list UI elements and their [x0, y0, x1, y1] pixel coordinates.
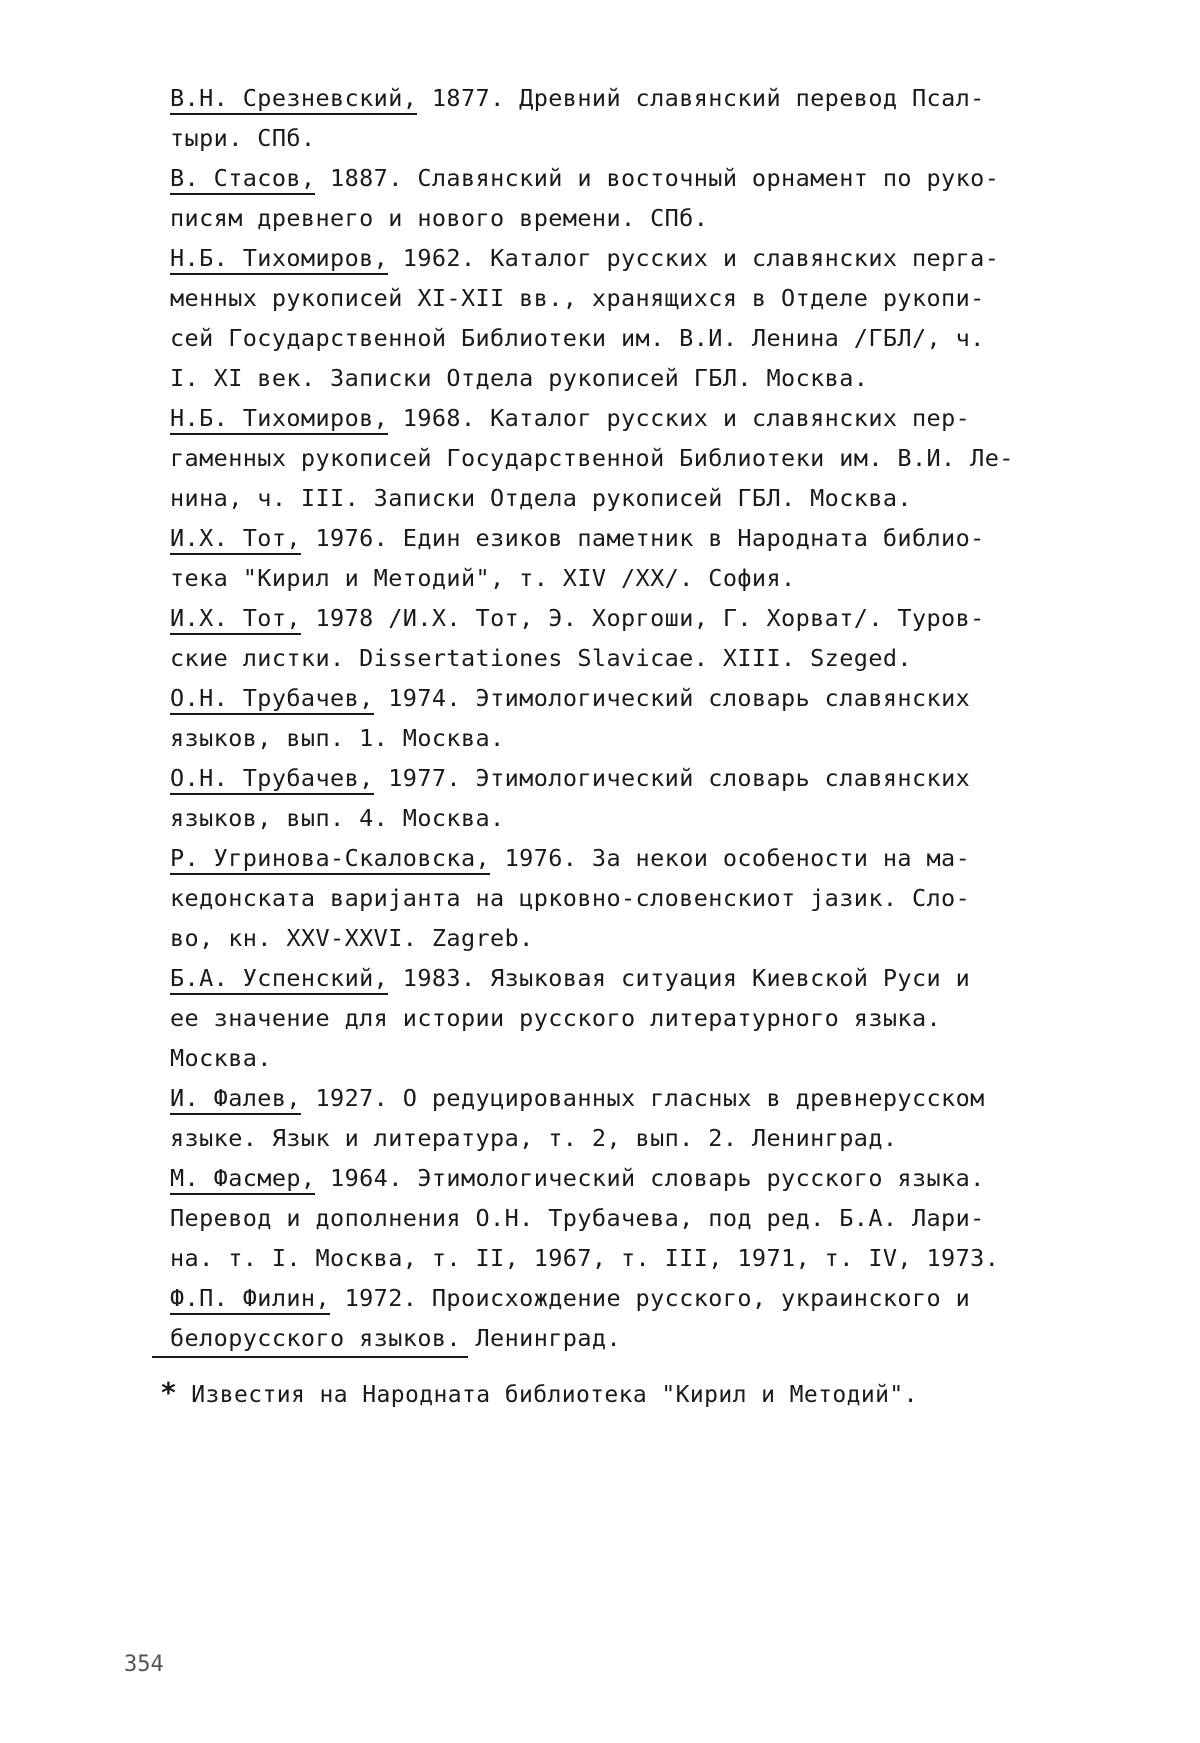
- entry-text: 1962. Каталог русских и славянских перга-: [388, 244, 1000, 272]
- entry-continuation: гаменных рукописей Государственной Библиотеки им. В.И. Ле- нина, ч. III. Записки Отдела рукописей ГБЛ. Москва.: [170, 444, 1014, 512]
- page-number: 354: [124, 1652, 164, 1677]
- entry-text: 1974. Этимологический словарь славянских: [373, 684, 971, 712]
- entry-continuation: ские листки. Dissertationes Slavicae. XIII. Szeged.: [170, 644, 912, 672]
- bibliography-entry: [170, 398, 1070, 518]
- entry-author: В.Н. Срезневский,: [170, 83, 417, 115]
- footnote-divider: [152, 1356, 468, 1358]
- footnote-asterisk: *: [160, 1376, 178, 1409]
- entry-continuation: ее значение для истории русского литературного языка. Москва.: [170, 1004, 942, 1072]
- entry-author: М. Фасмер,: [170, 1163, 315, 1195]
- bibliography-entry: [170, 1278, 1070, 1358]
- entry-text: 1877. Древний славянский перевод Псал-: [417, 84, 985, 112]
- footnote-text: Известия на Народната библиотека "Кирил и Методий".: [191, 1382, 918, 1408]
- entry-continuation: кедонската варијанта на црковно-словенскиот јазик. Сло- во, кн. XXV-XXVI. Zagreb.: [170, 884, 971, 952]
- entry-text: 1978 /И.Х. Тот, Э. Хоргоши, Г. Хорват/. Туров-: [300, 604, 985, 632]
- entry-continuation: менных рукописей XI-XII вв., хранящихся в Отделе рукопи- сей Государственной Библиотеки им. В.И. Ленина /ГБЛ/, ч. I. XI век. Записки Отдела рукописей ГБЛ. Москва.: [170, 284, 985, 392]
- entry-text: 1927. О редуцированных гласных в древнерусском: [300, 1084, 985, 1112]
- entry-author: Н.Б. Тихомиров,: [170, 243, 388, 275]
- bibliography-entry: [170, 838, 1070, 958]
- bibliography-entry: [170, 958, 1070, 1078]
- bibliography-list: [170, 78, 1070, 1358]
- entry-author: О.Н. Трубачев,: [170, 683, 374, 715]
- bibliography-entry: [170, 78, 1070, 158]
- bibliography-entry: [170, 598, 1070, 678]
- entry-author: Ф.П. Филин,: [170, 1283, 330, 1315]
- bibliography-entry: [170, 1158, 1070, 1278]
- entry-author: Б.А. Успенский,: [170, 963, 388, 995]
- entry-continuation: тека "Кирил и Методий", т. XIV /XX/. София.: [170, 564, 796, 592]
- entry-continuation: языков, вып. 1. Москва.: [170, 724, 505, 752]
- bibliography-entry: [170, 1078, 1070, 1158]
- entry-continuation: тыри. СПб.: [170, 124, 316, 152]
- entry-text: 1983. Языковая ситуация Киевской Руси и: [388, 964, 971, 992]
- entry-continuation: белорусского языков. Ленинград.: [170, 1324, 621, 1352]
- bibliography-entry: [170, 158, 1070, 238]
- entry-text: 1976. За некои особености на ма-: [490, 844, 971, 872]
- entry-continuation: Перевод и дополнения О.Н. Трубачева, под ред. Б.А. Лари- на. т. I. Москва, т. II, 1967, т. III, 1971, т. IV, 1973.: [170, 1204, 1000, 1272]
- entry-text: 1972. Происхождение русского, украинского и: [330, 1284, 971, 1312]
- entry-text: 1964. Этимологический словарь русского языка.: [315, 1164, 985, 1192]
- entry-author: И. Фалев,: [170, 1083, 301, 1115]
- bibliography-entry: [170, 758, 1070, 838]
- entry-author: И.Х. Тот,: [170, 603, 301, 635]
- entry-author: В. Стасов,: [170, 163, 315, 195]
- entry-text: 1976. Един езиков паметник в Народната библио-: [300, 524, 985, 552]
- entry-continuation: языке. Язык и литература, т. 2, вып. 2. Ленинград.: [170, 1124, 898, 1152]
- entry-continuation: языков, вып. 4. Москва.: [170, 804, 505, 832]
- footnote: [160, 1376, 1060, 1409]
- entry-author: О.Н. Трубачев,: [170, 763, 374, 795]
- entry-author: Р. Угринова-Скаловска,: [170, 843, 490, 875]
- bibliography-entry: [170, 678, 1070, 758]
- entry-text: 1887. Славянский и восточный орнамент по руко-: [315, 164, 1000, 192]
- bibliography-entry: [170, 518, 1070, 598]
- bibliography-entry: [170, 238, 1070, 398]
- entry-author: И.Х. Тот,: [170, 523, 301, 555]
- entry-text: 1977. Этимологический словарь славянских: [373, 764, 971, 792]
- entry-text: 1968. Каталог русских и славянских пер-: [388, 404, 971, 432]
- entry-continuation: писям древнего и нового времени. СПб.: [170, 204, 709, 232]
- entry-author: Н.Б. Тихомиров,: [170, 403, 388, 435]
